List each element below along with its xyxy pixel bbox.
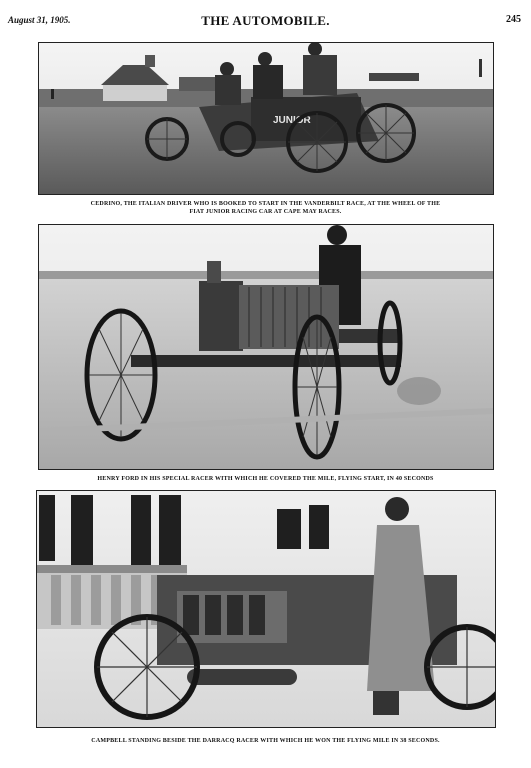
page-date: August 31, 1905. [8, 15, 71, 25]
caption-fiat-junior-line1: CEDRINO, THE ITALIAN DRIVER WHO IS BOOKED TO START IN THE VANDERBILT RACE, AT THE WHEEL OF THE [90, 201, 441, 207]
car-lettering: JUNIOR [273, 115, 311, 126]
photo-darracq-racer [36, 490, 496, 728]
photo-darracq-racer-image [37, 491, 495, 727]
page-title: THE AUTOMOBILE. [201, 13, 330, 28]
photo-ford-racer-image [39, 225, 493, 469]
photo-fiat-junior [38, 42, 494, 195]
caption-darracq-racer: CAMPBELL STANDING BESIDE THE DARRACQ RACER WITH WHICH HE WON THE FLYING MILE IN 38 SECONDS. [91, 738, 440, 744]
caption-fiat-junior-line2: FIAT JUNIOR RACING CAR AT CAPE MAY RACES. [189, 209, 342, 215]
caption-fiat-junior [0, 200, 531, 216]
caption-ford-racer: HENRY FORD IN HIS SPECIAL RACER WITH WHICH HE COVERED THE MILE, FLYING START, IN 40 SECONDS [97, 476, 434, 482]
photo-fiat-junior-image [39, 43, 493, 194]
page-number: 245 [506, 14, 521, 25]
page-header [0, 10, 531, 30]
photo-ford-racer [38, 224, 494, 470]
